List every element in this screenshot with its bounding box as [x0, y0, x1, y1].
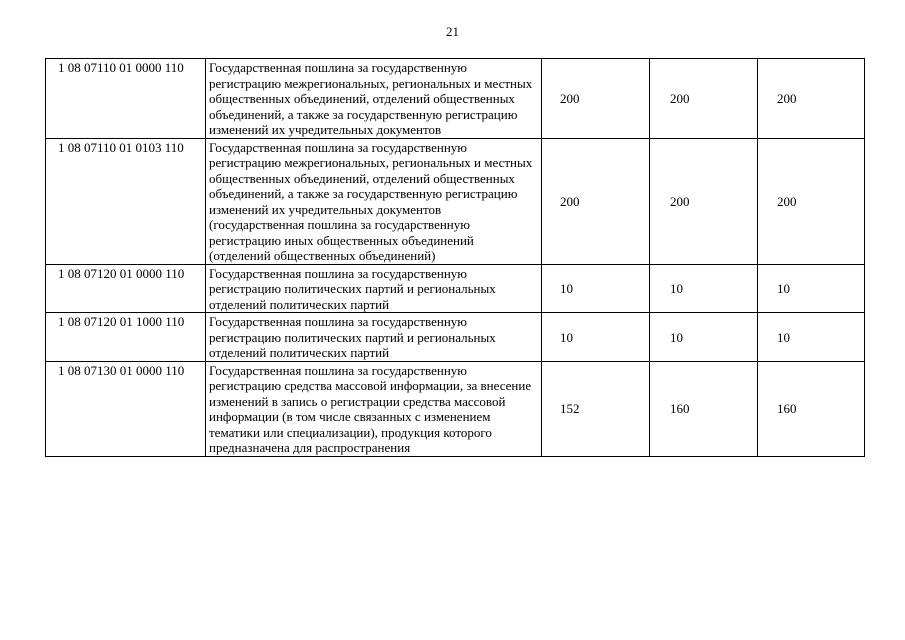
revenue-description: Государственная пошлина за государственную регистрацию средства массовой информации, за внесение изменений в запись о регистрации средства массовой информации (в том числе связанных с изменением тематики или специализации), продукция которого предназначена для распространения — [206, 361, 542, 456]
revenue-description: Государственная пошлина за государственную регистрацию межрегиональных, региональных и местных общественных объединений, отделений общественных объединений, а также за государственную регистрацию изменений их учредительных документов — [206, 59, 542, 139]
table-row — [46, 361, 865, 456]
value-year-1: 200 — [542, 138, 650, 264]
value-year-3: 200 — [758, 138, 865, 264]
classification-code: 1 08 07130 01 0000 110 — [46, 361, 206, 456]
value-year-3: 200 — [758, 59, 865, 139]
value-year-1: 10 — [542, 264, 650, 313]
value-year-2: 10 — [650, 264, 758, 313]
value-year-3: 10 — [758, 264, 865, 313]
classification-code: 1 08 07120 01 0000 110 — [46, 264, 206, 313]
budget-table — [45, 58, 865, 457]
table-row — [46, 59, 865, 139]
value-year-2: 10 — [650, 313, 758, 362]
value-year-1: 200 — [542, 59, 650, 139]
value-year-2: 200 — [650, 59, 758, 139]
value-year-1: 10 — [542, 313, 650, 362]
revenue-description: Государственная пошлина за государственную регистрацию межрегиональных, региональных и местных общественных объединений, отделений общественных объединений, а также за государственную регистрацию изменений их учредительных документов (государственная пошлина за государственную регистрацию иных общественных объединений (отделений общественных объединений) — [206, 138, 542, 264]
page-number: 21 — [446, 24, 459, 39]
classification-code: 1 08 07110 01 0000 110 — [46, 59, 206, 139]
classification-code: 1 08 07120 01 1000 110 — [46, 313, 206, 362]
table-row — [46, 264, 865, 313]
value-year-3: 10 — [758, 313, 865, 362]
table-row — [46, 313, 865, 362]
revenue-description: Государственная пошлина за государственную регистрацию политических партий и региональных отделений политических партий — [206, 313, 542, 362]
classification-code: 1 08 07110 01 0103 110 — [46, 138, 206, 264]
value-year-1: 152 — [542, 361, 650, 456]
value-year-2: 200 — [650, 138, 758, 264]
value-year-2: 160 — [650, 361, 758, 456]
value-year-3: 160 — [758, 361, 865, 456]
revenue-description: Государственная пошлина за государственную регистрацию политических партий и региональных отделений политических партий — [206, 264, 542, 313]
table-row — [46, 138, 865, 264]
